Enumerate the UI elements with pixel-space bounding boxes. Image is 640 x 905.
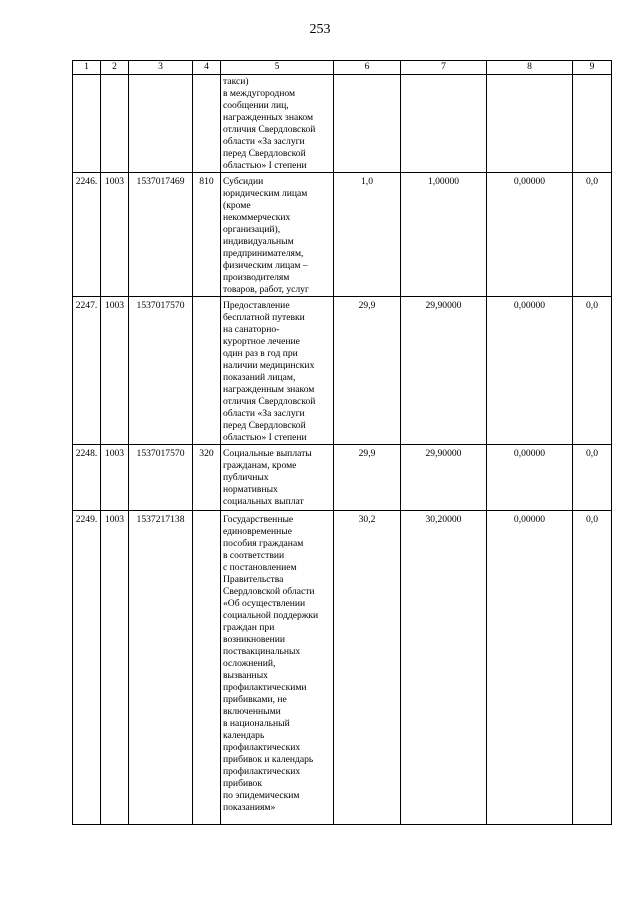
amount-col8: 0,00000 bbox=[487, 173, 573, 297]
header-cell: 6 bbox=[334, 61, 401, 75]
target-article-code: 1537017570 bbox=[129, 297, 193, 445]
header-cell: 4 bbox=[193, 61, 221, 75]
section-code bbox=[101, 75, 129, 173]
header-cell: 2 bbox=[101, 61, 129, 75]
amount-col9 bbox=[573, 75, 612, 173]
target-article-code: 1537017570 bbox=[129, 445, 193, 511]
page-number: 253 bbox=[309, 22, 331, 37]
section-code: 1003 bbox=[101, 445, 129, 511]
expense-type-code: 810 bbox=[193, 173, 221, 297]
amount-col6: 29,9 bbox=[334, 297, 401, 445]
column-number-header bbox=[73, 61, 612, 75]
row-number: 2248. bbox=[73, 445, 101, 511]
expense-type-code: 320 bbox=[193, 445, 221, 511]
header-cell: 7 bbox=[401, 61, 487, 75]
item-description: Социальные выплаты гражданам, кроме публичных нормативных социальных выплат bbox=[221, 445, 334, 511]
target-article-code: 1537017469 bbox=[129, 173, 193, 297]
table-row bbox=[73, 297, 612, 445]
expense-type-code bbox=[193, 75, 221, 173]
item-description: Субсидии юридическим лицам (кроме некоммерческих организаций), индивидуальным предпринимателям, физическим лицам – производителям товаров, работ, услуг bbox=[221, 173, 334, 297]
row-number bbox=[73, 75, 101, 173]
amount-col7 bbox=[401, 75, 487, 173]
amount-col8: 0,00000 bbox=[487, 445, 573, 511]
amount-col6: 30,2 bbox=[334, 511, 401, 825]
budget-table bbox=[72, 60, 612, 825]
row-number: 2246. bbox=[73, 173, 101, 297]
amount-col8: 0,00000 bbox=[487, 511, 573, 825]
header-cell: 9 bbox=[573, 61, 612, 75]
expense-type-code bbox=[193, 297, 221, 445]
amount-col9: 0,0 bbox=[573, 445, 612, 511]
table-row bbox=[73, 75, 612, 173]
expense-type-code bbox=[193, 511, 221, 825]
row-number: 2247. bbox=[73, 297, 101, 445]
amount-col7: 30,20000 bbox=[401, 511, 487, 825]
header-cell: 1 bbox=[73, 61, 101, 75]
section-code: 1003 bbox=[101, 173, 129, 297]
item-description: Предоставление бесплатной путевки на санаторно- курортное лечение один раз в год при наличии медицинских показаний лицам, награжденным знаком отличия Свердловской области «За заслуги перед Свердловской областью» I степени bbox=[221, 297, 334, 445]
row-number: 2249. bbox=[73, 511, 101, 825]
table-row bbox=[73, 173, 612, 297]
item-description: Государственные единовременные пособия гражданам в соответствии с постановлением Правительства Свердловской области «Об осуществлении социальной поддержки граждан при возникновении поствакцинальных осложнений, вызванных профилактическими прибивками, не включенными в национальный календарь профилактических прибивок и календарь профилактических прибивок по эпидемическим показаниям» bbox=[221, 511, 334, 825]
amount-col7: 1,00000 bbox=[401, 173, 487, 297]
amount-col9: 0,0 bbox=[573, 297, 612, 445]
section-code: 1003 bbox=[101, 511, 129, 825]
amount-col8 bbox=[487, 75, 573, 173]
target-article-code bbox=[129, 75, 193, 173]
header-cell: 3 bbox=[129, 61, 193, 75]
table-row bbox=[73, 511, 612, 825]
item-description: такси) в междугородном сообщении лиц, награжденных знаком отличия Свердловской области «За заслуги перед Свердловской областью» I степени bbox=[221, 75, 334, 173]
target-article-code: 1537217138 bbox=[129, 511, 193, 825]
header-cell: 5 bbox=[221, 61, 334, 75]
table-row bbox=[73, 445, 612, 511]
amount-col9: 0,0 bbox=[573, 173, 612, 297]
header-cell: 8 bbox=[487, 61, 573, 75]
amount-col6: 1,0 bbox=[334, 173, 401, 297]
amount-col6: 29,9 bbox=[334, 445, 401, 511]
amount-col7: 29,90000 bbox=[401, 445, 487, 511]
amount-col7: 29,90000 bbox=[401, 297, 487, 445]
section-code: 1003 bbox=[101, 297, 129, 445]
amount-col8: 0,00000 bbox=[487, 297, 573, 445]
amount-col9: 0,0 bbox=[573, 511, 612, 825]
amount-col6 bbox=[334, 75, 401, 173]
